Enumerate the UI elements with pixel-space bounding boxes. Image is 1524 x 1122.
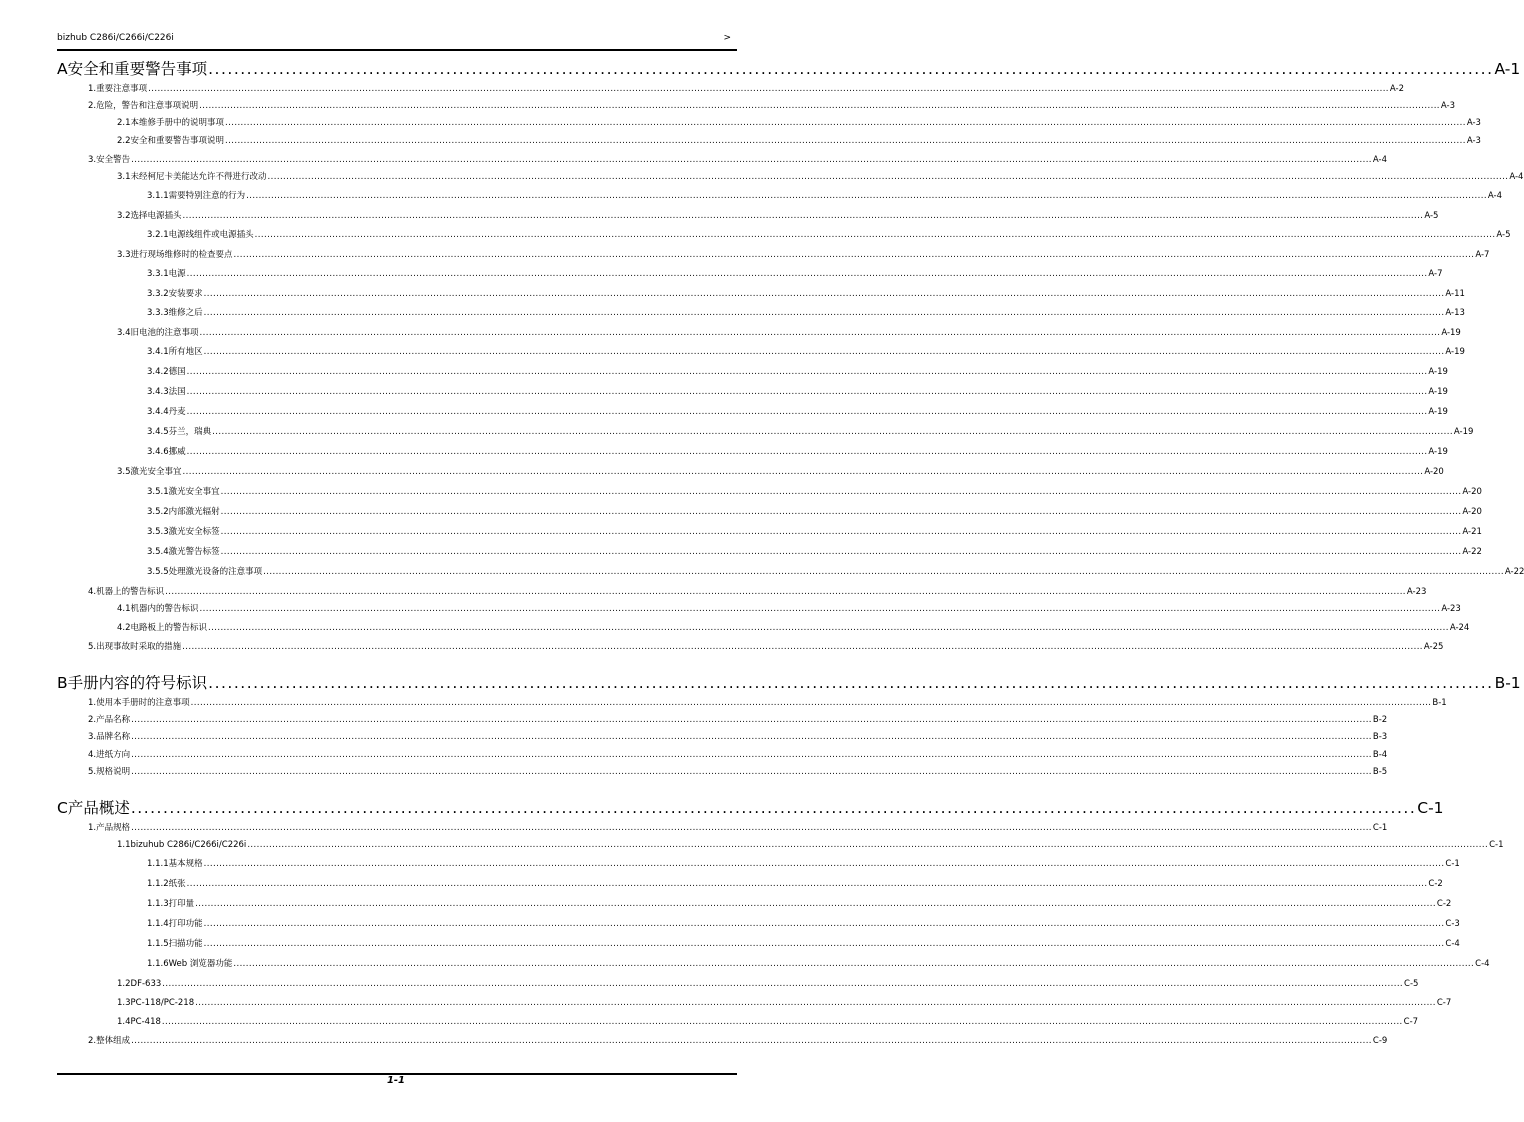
toc-entry-title: 本维修手册中的说明事项 [130, 118, 225, 128]
toc-entry-number: 2. [88, 101, 97, 111]
toc-entry-page: A-20 [1462, 507, 1482, 517]
dot-leader: ................................................................................................................................................................................................................................................................................................................................................................................................................ [186, 407, 1428, 417]
toc-entry-page: B-5 [1372, 767, 1388, 777]
toc-entry[interactable] [147, 288, 1465, 300]
dot-leader: ................................................................................................................................................................................................................................................................................................................................................................................................................ [131, 767, 1372, 777]
toc-entry[interactable] [147, 190, 1503, 202]
toc-entry-page: A-4 [1487, 191, 1503, 201]
dot-leader: ................................................................................................................................................................................................................................................................................................................................................................................................................ [247, 840, 1489, 850]
dot-leader: ................................................................................................................................................................................................................................................................................................................................................................................................................ [162, 979, 1404, 989]
toc-entry[interactable] [147, 898, 1452, 910]
dot-leader: ................................................................................................................................................................................................................................................................................................................................................................................................................ [208, 623, 1449, 633]
toc-entry-number: 3.2.1 [147, 230, 169, 240]
dot-leader: ................................................................................................................................................................................................................................................................................................................................................................................................................ [186, 269, 1428, 279]
dot-leader: ................................................................................................................................................................................................................................................................................................................................................................................................................ [131, 732, 1372, 742]
toc-entry-number: 2. [88, 1036, 97, 1046]
toc-entry-title: 品牌名称 [96, 732, 131, 742]
toc-entry-title: 扫描功能 [168, 939, 203, 949]
toc-entry-title: 激光安全事宜 [130, 467, 182, 477]
toc-entry-title: 安全和重要警告事项 [67, 60, 208, 78]
dot-leader: ........................................................................................................................................................................................................ [208, 60, 1494, 78]
dot-leader: ................................................................................................................................................................................................................................................................................................................................................................................................................ [131, 155, 1372, 165]
toc-entry-page: C-9 [1372, 1036, 1388, 1046]
toc-entry-number: 3.5 [117, 467, 131, 477]
dot-leader: ................................................................................................................................................................................................................................................................................................................................................................................................................ [199, 328, 1441, 338]
dot-leader: ................................................................................................................................................................................................................................................................................................................................................................................................................ [148, 84, 1389, 94]
toc-entry-title: 激光安全标签 [168, 527, 220, 537]
toc-entry-number: 3.4.1 [147, 347, 169, 357]
dot-leader: ................................................................................................................................................................................................................................................................................................................................................................................................................ [203, 859, 1445, 869]
dot-leader: ................................................................................................................................................................................................................................................................................................................................................................................................................ [199, 101, 1440, 111]
toc-entry-page: A-13 [1445, 308, 1465, 318]
dot-leader: ................................................................................................................................................................................................................................................................................................................................................................................................................ [220, 527, 1462, 537]
toc-entry-page: A-4 [1509, 172, 1524, 182]
toc-entry-number: 3.4.6 [147, 447, 169, 457]
toc-entry-number: 1.1.1 [147, 859, 169, 869]
dot-leader: ................................................................................................................................................................................................................................................................................................................................................................................................................ [220, 507, 1462, 517]
toc-entry-number: 3.3.1 [147, 269, 169, 279]
toc-entry[interactable] [117, 466, 1444, 478]
dot-leader: ........................................................................................................................................................................................................ [208, 674, 1494, 692]
toc-entry-number: 2.2 [117, 136, 131, 146]
toc-entry-page: A-22 [1504, 567, 1524, 577]
dot-leader: ................................................................................................................................................................................................................................................................................................................................................................................................................ [233, 959, 1475, 969]
dot-leader: ................................................................................................................................................................................................................................................................................................................................................................................................................ [131, 750, 1372, 760]
toc-entry-number: 2. [88, 715, 97, 725]
dot-leader: ................................................................................................................................................................................................................................................................................................................................................................................................................ [131, 715, 1372, 725]
toc-entry-number: 3.3.3 [147, 308, 169, 318]
toc-entry-page: A-20 [1462, 487, 1482, 497]
toc-entry-number: 1.1.2 [147, 879, 169, 889]
toc-entry[interactable] [88, 83, 1405, 95]
toc-entry[interactable] [147, 566, 1524, 578]
dot-leader: ................................................................................................................................................................................................................................................................................................................................................................................................................ [246, 191, 1487, 201]
dot-leader: ................................................................................................................................................................................................................................................................................................................................................................................................................ [212, 427, 1453, 437]
dot-leader: ................................................................................................................................................................................................................................................................................................................................................................................................................ [263, 567, 1504, 577]
toc-entry-number: 3.5.3 [147, 527, 169, 537]
toc-entry-page: A-19 [1428, 387, 1448, 397]
toc-entry-title: 维修之后 [168, 308, 203, 318]
toc-entry-page: A-1 [1494, 60, 1521, 78]
toc-entry-title: 挪威 [168, 447, 186, 457]
toc-entry-page: A-3 [1466, 136, 1481, 146]
toc-entry-page: A-5 [1424, 211, 1439, 221]
toc-entry[interactable] [147, 268, 1443, 280]
toc-entry-page: C-1 [1372, 823, 1388, 833]
toc-entry[interactable] [117, 117, 1481, 129]
toc-entry[interactable] [147, 307, 1465, 319]
toc-entry-title: 规格说明 [96, 767, 131, 777]
toc-entry-number: 3.3.2 [147, 289, 169, 299]
dot-leader: ................................................................................................................................................................................................................................................................................................................................................................................................................ [195, 998, 1436, 1008]
section-heading[interactable] [57, 673, 1521, 693]
toc-entry-page: C-2 [1428, 879, 1443, 889]
toc-entry[interactable] [117, 839, 1504, 851]
toc-entry-page: A-11 [1445, 289, 1465, 299]
toc-entry[interactable] [117, 210, 1439, 222]
toc-entry-title: 产品规格 [96, 823, 131, 833]
toc-entry-page: C-7 [1403, 1017, 1419, 1027]
toc-entry[interactable] [117, 135, 1481, 147]
toc-entry-title: 出现事故时采取的措施 [96, 642, 182, 652]
toc-entry-page: B-1 [1494, 674, 1521, 692]
toc-entry-title: 芬兰，瑞典 [168, 427, 212, 437]
toc-entry-title: 进行现场维修时的检查要点 [130, 250, 233, 260]
toc-entry-title: 内部激光辐射 [168, 507, 220, 517]
toc-entry-title: 基本规格 [168, 859, 203, 869]
toc-entry[interactable] [147, 346, 1465, 358]
document-title: bizhub C286i/C266i/C226i [57, 33, 174, 43]
toc-entry-title: 激光警告标签 [168, 547, 220, 557]
toc-entry-number: 3.5.2 [147, 507, 169, 517]
dot-leader: ................................................................................................................................................................................................................................................................................................................................................................................................................ [203, 347, 1445, 357]
toc-entry-title: 安全警告 [96, 155, 131, 165]
toc-entry-number: 4. [88, 750, 97, 760]
toc-entry[interactable] [117, 327, 1461, 339]
toc-entry-title: 打印量 [168, 899, 195, 909]
toc-entry-number: 1.3 [117, 998, 131, 1008]
toc-entry-page: A-23 [1441, 604, 1461, 614]
toc-entry-number: A [57, 60, 68, 78]
toc-entry-number: 3.5.1 [147, 487, 169, 497]
toc-entry-page: A-24 [1449, 623, 1470, 633]
toc-entry[interactable] [147, 858, 1460, 870]
toc-entry[interactable] [147, 546, 1482, 558]
dot-leader: ................................................................................................................................................................................................................................................................................................................................................................................................................ [186, 879, 1428, 889]
toc-entry[interactable] [88, 1035, 1388, 1047]
dot-leader: ................................................................................................................................................................................................................................................................................................................................................................................................................ [233, 250, 1475, 260]
toc-entry-number: 4.2 [117, 623, 131, 633]
toc-entry-title: PC-418 [130, 1017, 161, 1027]
toc-entry-number: 3.5.4 [147, 547, 169, 557]
toc-entry-number: 4.1 [117, 604, 131, 614]
toc-entry-page: C-3 [1445, 919, 1460, 929]
toc-entry[interactable] [117, 978, 1419, 990]
toc-entry-title: 重要注意事项 [96, 84, 148, 94]
toc-entry-number: 4. [88, 587, 97, 597]
toc-entry-page: C-4 [1475, 959, 1490, 969]
toc-entry-number: 1.1.6 [147, 959, 169, 969]
dot-leader: ................................................................................................................................................................................................................................................................................................................................................................................................................ [267, 172, 1509, 182]
toc-entry[interactable] [117, 171, 1524, 183]
toc-entry[interactable] [88, 822, 1388, 834]
toc-entry-title: 打印功能 [168, 919, 203, 929]
dot-leader: ................................................................................................................................................................................................................................................................................................................................................................................................................ [165, 587, 1406, 597]
toc-entry-title: 机器内的警告标识 [130, 604, 199, 614]
toc-entry[interactable] [88, 586, 1427, 598]
toc-entry-page: B-1 [1432, 698, 1447, 708]
toc-entry-number: 1.1.5 [147, 939, 169, 949]
section-heading[interactable] [57, 798, 1444, 818]
toc-entry[interactable] [117, 1016, 1419, 1028]
toc-entry[interactable] [147, 878, 1443, 890]
toc-entry-page: C-1 [1417, 799, 1444, 817]
dot-leader: ................................................................................................................................................................................................................................................................................................................................................................................................................ [225, 118, 1466, 128]
toc-entry-number: 3.3 [117, 250, 131, 260]
dot-leader: ................................................................................................................................................................................................................................................................................................................................................................................................................ [182, 467, 1424, 477]
toc-entry[interactable] [88, 154, 1388, 166]
toc-entry[interactable] [147, 938, 1460, 950]
toc-entry-title: 法国 [168, 387, 186, 397]
toc-entry-page: C-2 [1436, 899, 1452, 909]
toc-entry-number: 3.4 [117, 328, 131, 338]
dot-leader: ................................................................................................................................................................................................................................................................................................................................................................................................................ [199, 604, 1441, 614]
toc-entry-number: 1.1.4 [147, 919, 169, 929]
dot-leader: ................................................................................................................................................................................................................................................................................................................................................................................................................ [190, 698, 1432, 708]
toc-entry-title: 进纸方向 [96, 750, 131, 760]
toc-entry-title: 选择电源插头 [130, 211, 182, 221]
toc-entry-title: 危险，警告和注意事项说明 [96, 101, 199, 111]
toc-entry-title: 德国 [168, 367, 186, 377]
toc-entry[interactable] [88, 697, 1447, 709]
toc-entry-title: 激光安全事宜 [168, 487, 220, 497]
toc-entry-title: 纸张 [168, 879, 186, 889]
dot-leader: ................................................................................................................................................................................................................................................................................................................................................................................................................ [254, 230, 1496, 240]
toc-entry-number: 3.1.1 [147, 191, 169, 201]
toc-entry[interactable] [147, 229, 1511, 241]
toc-entry[interactable] [117, 603, 1461, 615]
toc-entry-number: 3.2 [117, 211, 131, 221]
toc-entry-page: A-19 [1428, 407, 1448, 417]
toc-entry[interactable] [117, 249, 1490, 261]
toc-entry-title: 处理激光设备的注意事项 [168, 567, 263, 577]
toc-entry-page: A-21 [1462, 527, 1482, 537]
toc-entry[interactable] [88, 100, 1456, 112]
toc-entry[interactable] [147, 486, 1482, 498]
page-number: 1-1 [386, 1075, 406, 1086]
toc-entry-title: 手册内容的符号标识 [67, 674, 208, 692]
toc-entry-title: PC-118/PC-218 [130, 998, 195, 1008]
toc-entry-title: 整体组成 [96, 1036, 131, 1046]
dot-leader: ................................................................................................................................................................................................................................................................................................................................................................................................................ [182, 211, 1424, 221]
toc-entry[interactable] [88, 749, 1388, 761]
toc-entry-title: DF-633 [130, 979, 162, 989]
dot-leader: ................................................................................................................................................................................................................................................................................................................................................................................................................ [220, 547, 1462, 557]
dot-leader: ................................................................................................................................................................................................................................................................................................................................................................................................................ [203, 289, 1445, 299]
toc-entry-title: 安装要求 [168, 289, 203, 299]
toc-entry-number: 1.1.3 [147, 899, 169, 909]
toc-entry-number: C [57, 799, 68, 817]
toc-entry[interactable] [147, 406, 1448, 418]
toc-entry-title: 电源线组件或电源插头 [168, 230, 254, 240]
dot-leader: ................................................................................................................................................................................................................................................................................................................................................................................................................ [131, 823, 1372, 833]
toc-entry-page: B-4 [1372, 750, 1388, 760]
toc-entry-page: A-19 [1428, 447, 1448, 457]
toc-entry-number: 1. [88, 698, 97, 708]
toc-entry-page: B-2 [1372, 715, 1388, 725]
toc-entry-title: bizuhub C286i/C266i/C226i [130, 840, 247, 850]
toc-entry[interactable] [117, 997, 1452, 1009]
toc-entry-number: 1.1 [117, 840, 131, 850]
toc-entry-page: A-4 [1372, 155, 1388, 165]
toc-entry-number: 3.5.5 [147, 567, 169, 577]
toc-entry[interactable] [88, 766, 1388, 778]
toc-entry-page: A-19 [1453, 427, 1474, 437]
toc-entry[interactable] [117, 622, 1470, 634]
toc-entry[interactable] [147, 506, 1482, 518]
toc-entry[interactable] [147, 426, 1474, 438]
toc-entry-page: A-19 [1428, 367, 1448, 377]
dot-leader: ........................................................................................................................................................................................................ [130, 799, 1417, 817]
dot-leader: ................................................................................................................................................................................................................................................................................................................................................................................................................ [186, 367, 1428, 377]
dot-leader: ................................................................................................................................................................................................................................................................................................................................................................................................................ [220, 487, 1462, 497]
toc-entry-title: 所有地区 [168, 347, 203, 357]
toc-entry-page: A-23 [1406, 587, 1427, 597]
toc-entry-number: 3.4.4 [147, 407, 169, 417]
toc-entry-page: A-19 [1445, 347, 1465, 357]
toc-entry[interactable] [147, 386, 1448, 398]
toc-entry[interactable] [147, 366, 1448, 378]
toc-entry-number: 3.4.3 [147, 387, 169, 397]
toc-entry[interactable] [88, 731, 1388, 743]
toc-entry-page: A-3 [1466, 118, 1481, 128]
toc-entry-page: A-7 [1428, 269, 1443, 279]
toc-entry-number: 5. [88, 767, 97, 777]
toc-entry-number: B [57, 674, 68, 692]
toc-entry-page: A-22 [1462, 547, 1482, 557]
dot-leader: ................................................................................................................................................................................................................................................................................................................................................................................................................ [161, 1017, 1403, 1027]
dot-leader: ................................................................................................................................................................................................................................................................................................................................................................................................................ [203, 919, 1445, 929]
toc-entry[interactable] [88, 714, 1388, 726]
dot-leader: ................................................................................................................................................................................................................................................................................................................................................................................................................ [203, 939, 1445, 949]
toc-entry-number: 3.4.2 [147, 367, 169, 377]
toc-entry-title: 产品名称 [96, 715, 131, 725]
dot-leader: ................................................................................................................................................................................................................................................................................................................................................................................................................ [203, 308, 1445, 318]
toc-entry-number: 3.1 [117, 172, 131, 182]
dot-leader: ................................................................................................................................................................................................................................................................................................................................................................................................................ [186, 387, 1428, 397]
toc-entry-page: A-19 [1441, 328, 1461, 338]
toc-entry-number: 3. [88, 155, 97, 165]
toc-entry-page: A-5 [1496, 230, 1511, 240]
toc-entry-number: 1.2 [117, 979, 131, 989]
toc-entry-title: 未经柯尼卡美能达允许不得进行改动 [130, 172, 267, 182]
toc-entry-title: 机器上的警告标识 [96, 587, 165, 597]
toc-entry-title: 安全和重要警告事项说明 [130, 136, 225, 146]
dot-leader: ................................................................................................................................................................................................................................................................................................................................................................................................................ [225, 136, 1466, 146]
toc-entry[interactable] [147, 446, 1448, 458]
toc-entry-title: 旧电池的注意事项 [130, 328, 199, 338]
toc-entry[interactable] [147, 958, 1490, 970]
toc-entry[interactable] [147, 918, 1460, 930]
toc-entry-page: B-3 [1372, 732, 1388, 742]
toc-entry-page: A-25 [1423, 642, 1444, 652]
dot-leader: ................................................................................................................................................................................................................................................................................................................................................................................................................ [195, 899, 1436, 909]
toc-entry-number: 1. [88, 823, 97, 833]
section-heading[interactable] [57, 59, 1521, 79]
toc-entry-title: 需要特别注意的行为 [168, 191, 246, 201]
toc-entry-page: A-7 [1475, 250, 1490, 260]
toc-entry-page: A-20 [1424, 467, 1444, 477]
toc-entry-number: 3. [88, 732, 97, 742]
toc-entry-number: 3.4.5 [147, 427, 169, 437]
toc-entry-page: C-4 [1445, 939, 1460, 949]
toc-entry-page: A-3 [1440, 101, 1456, 111]
toc-entry-page: C-1 [1489, 840, 1504, 850]
toc-entry-number: 2.1 [117, 118, 131, 128]
dot-leader: ................................................................................................................................................................................................................................................................................................................................................................................................................ [182, 642, 1423, 652]
toc-entry-number: 1.4 [117, 1017, 131, 1027]
toc-entry-page: A-2 [1389, 84, 1405, 94]
toc-entry-number: 5. [88, 642, 97, 652]
dot-leader: ................................................................................................................................................................................................................................................................................................................................................................................................................ [186, 447, 1428, 457]
toc-entry-title: 电路板上的警告标识 [130, 623, 208, 633]
toc-entry-title: Web 浏览器功能 [168, 959, 233, 969]
toc-entry-page: C-7 [1436, 998, 1452, 1008]
toc-entry-number: 1. [88, 84, 97, 94]
toc-entry[interactable] [147, 526, 1482, 538]
toc-entry-page: C-1 [1445, 859, 1460, 869]
next-page-arrow[interactable]: > [723, 33, 731, 43]
toc-entry-title: 产品概述 [67, 799, 130, 817]
toc-entry-title: 丹麦 [168, 407, 186, 417]
toc-entry-page: C-5 [1404, 979, 1419, 989]
dot-leader: ................................................................................................................................................................................................................................................................................................................................................................................................................ [131, 1036, 1372, 1046]
toc-entry[interactable] [88, 641, 1444, 653]
toc-entry-title: 电源 [168, 269, 186, 279]
toc-entry-title: 使用本手册时的注意事项 [96, 698, 190, 708]
